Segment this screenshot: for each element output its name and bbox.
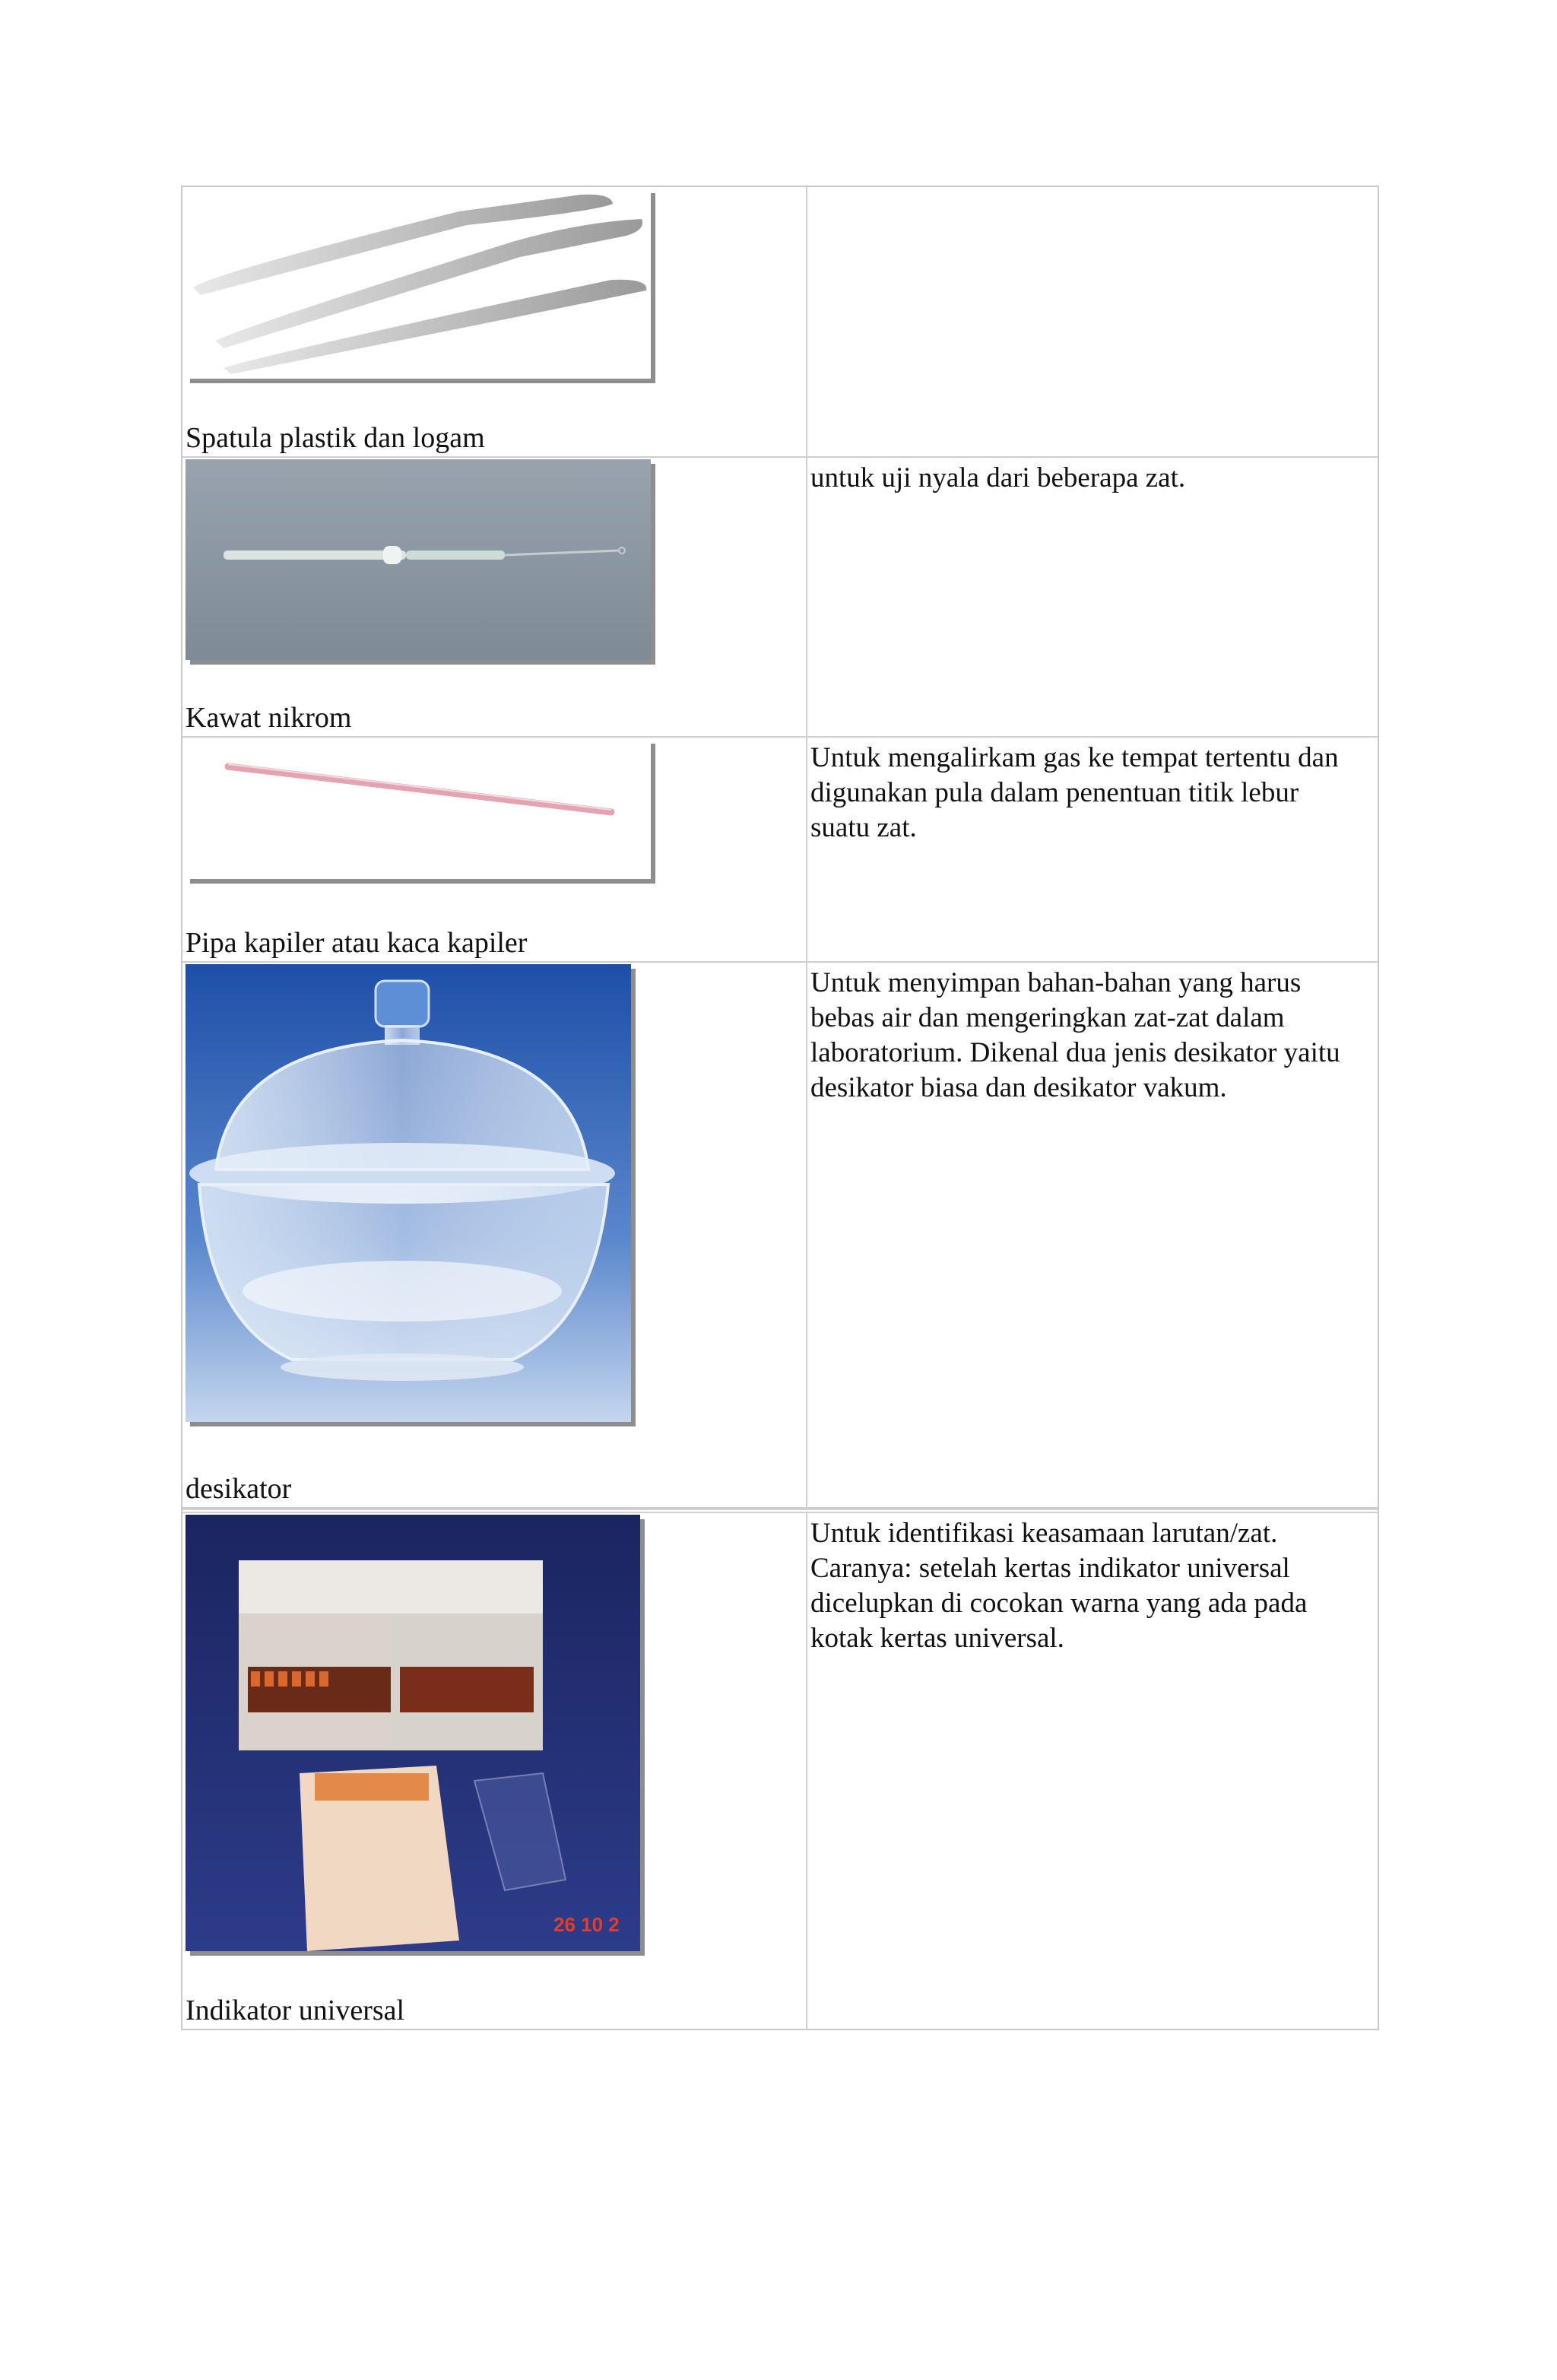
description-cell <box>807 458 1378 736</box>
image-cell <box>182 963 807 1507</box>
nichrome-wire-illustration <box>186 459 651 660</box>
item-caption: Pipa kapiler atau kaca kapiler <box>186 927 528 959</box>
image-cell <box>182 738 807 961</box>
table-row <box>182 187 1378 458</box>
item-description: Untuk identifikasi keasamaan larutan/zat. Caranya: setelah kertas indikator universal dicelupkan di cocokan warna yang ada pada kotak kertas universal. <box>810 1518 1308 1654</box>
table-row <box>182 963 1378 1509</box>
table-row <box>182 1509 1378 2029</box>
description-cell <box>807 187 1378 456</box>
universal-indicator-illustration <box>186 1515 640 1951</box>
spatula-illustration <box>186 189 651 379</box>
nichrome-wire-image <box>186 459 651 660</box>
desiccator-image <box>186 964 631 1422</box>
item-caption: Spatula plastik dan logam <box>186 422 485 454</box>
table-row <box>182 738 1378 963</box>
item-caption: Kawat nikrom <box>186 702 352 734</box>
desiccator-illustration <box>186 964 631 1422</box>
item-description: Untuk menyimpan bahan-bahan yang harus bebas air dan mengeringkan zat-zat dalam laboratorium. Dikenal dua jenis desikator yaitu desikator biasa dan desikator vakum. <box>810 967 1340 1103</box>
image-cell <box>182 1513 807 2029</box>
capillary-tube-illustration <box>186 739 651 879</box>
description-cell <box>807 1513 1378 2029</box>
item-caption: Indikator universal <box>186 1994 405 2026</box>
photo-date-stamp: 26 10 2 <box>553 1913 620 1936</box>
item-description: untuk uji nyala dari beberapa zat. <box>810 462 1186 493</box>
table-row <box>182 458 1378 738</box>
description-cell <box>807 963 1378 1507</box>
image-cell <box>182 187 807 456</box>
item-caption: desikator <box>186 1473 292 1505</box>
spatula-image <box>186 189 651 379</box>
capillary-tube-image <box>186 739 651 879</box>
description-cell <box>807 738 1378 961</box>
item-description: Untuk mengalirkam gas ke tempat tertentu dan digunakan pula dalam penentuan titik lebur suatu zat. <box>810 742 1339 843</box>
equipment-table <box>181 186 1379 2030</box>
image-cell <box>182 458 807 736</box>
universal-indicator-image <box>186 1515 640 1951</box>
